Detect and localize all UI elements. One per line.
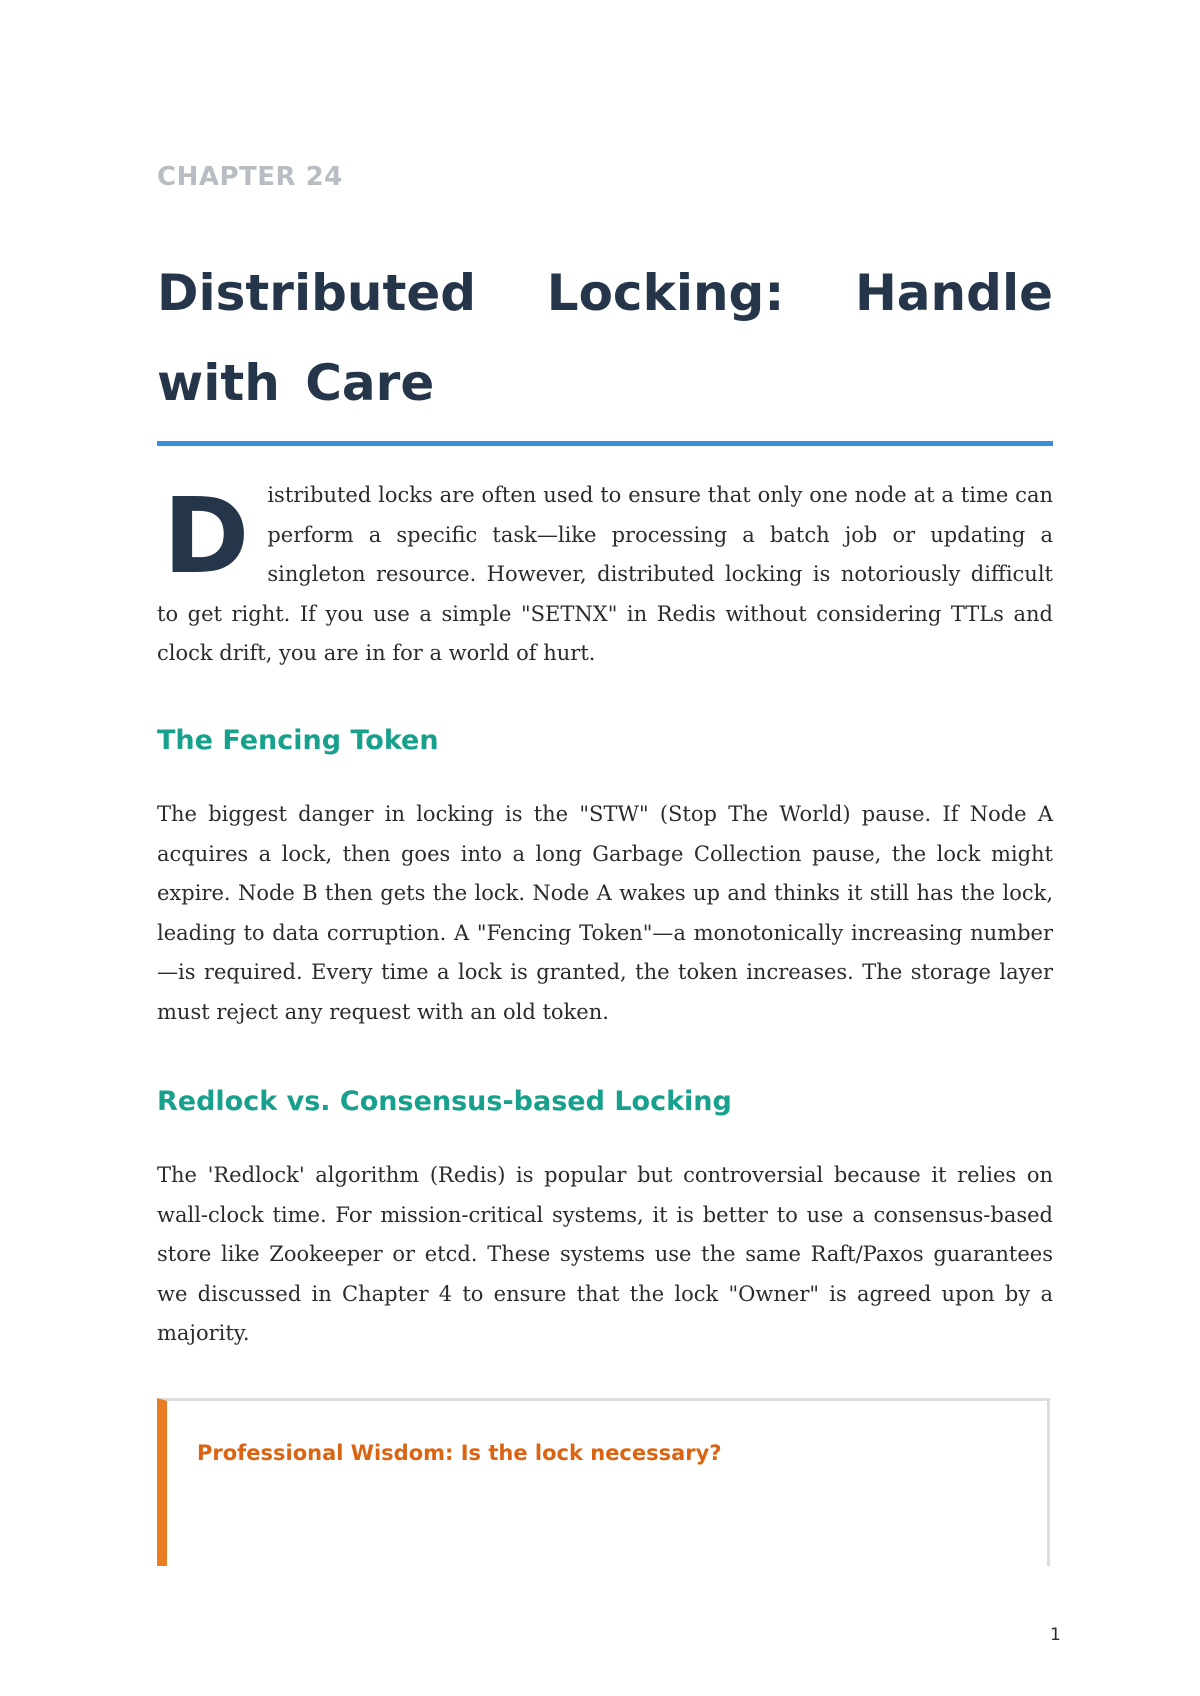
section-body-redlock: The 'Redlock' algorithm (Redis) is popular but controversial because it relies on wall-clock time. For mission-critical systems, it is better to use a consensus-based store like Zookeeper or etcd. These systems use the same Raft/Paxos guarantees we discussed in Chapter 4 to ensure that the lock "Owner" is agreed upon by a majority. <box>157 1163 1053 1345</box>
page-number: 1 <box>1050 1625 1061 1645</box>
chapter-title: Distributed Locking: Handle with Care <box>157 264 1053 412</box>
chapter-label: CHAPTER 24 <box>157 162 343 192</box>
callout-title: Professional Wisdom: Is the lock necessary? <box>197 1441 722 1465</box>
drop-cap: D <box>163 475 250 597</box>
section-heading-fencing-token: The Fencing Token <box>157 725 439 756</box>
intro-text: istributed locks are often used to ensure that only one node at a time can perform a specific task—like processing a batch job or updating a singleton resource. However, distributed locking is notoriously difficult to get right. If you use a simple "SETNX" in Redis without considering TTLs and clock drift, you are in for a world of hurt. <box>157 483 1053 665</box>
intro-paragraph <box>157 476 1053 674</box>
section-heading-redlock: Redlock vs. Consensus-based Locking <box>157 1086 732 1117</box>
callout-box <box>157 1398 1050 1566</box>
title-divider <box>157 441 1053 446</box>
section-body-fencing-token: The biggest danger in locking is the "STW" (Stop The World) pause. If Node A acquires a lock, then goes into a long Garbage Collection pause, the lock might expire. Node B then gets the lock. Node A wakes up and thinks it still has the lock, leading to data corruption. A "Fencing Token"—a monotonically increasing number—is required. Every time a lock is granted, the token increases. The storage layer must reject any request with an old token. <box>157 802 1053 1024</box>
